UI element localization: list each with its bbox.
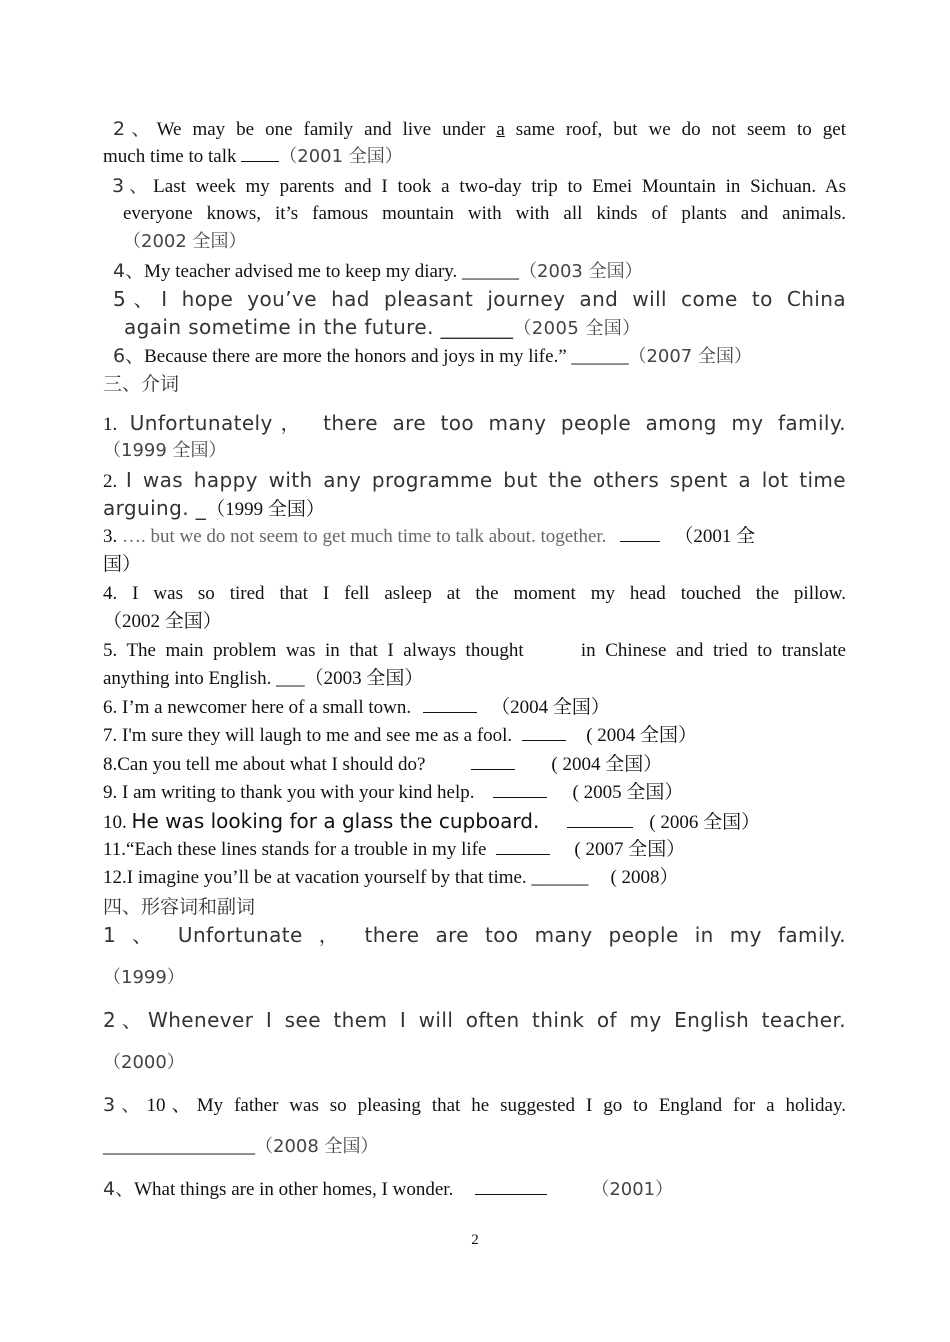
- adj-item-4: 4、What things are in other homes, I wonder. （2001）: [103, 1178, 674, 1200]
- question-5-line-2: again sometime in the future. _______（2005 全国）: [124, 315, 641, 339]
- question-2-line-1: 2、We may be one family and live under a same roof, but we do not seem to get: [113, 118, 846, 140]
- adj-item-1-year: （1999）: [103, 967, 185, 988]
- prep-item-6: 6. I’m a newcomer here of a small town. （2004 全国）: [103, 694, 846, 722]
- adj-item-3: 3、10、My father was so pleasing that he suggested I go to England for a holiday.: [103, 1094, 846, 1116]
- prep-item-11: 11.“Each these lines stands for a trouble in my life ( 2007 全国）: [103, 836, 846, 864]
- prep-item-1-year: （1999 全国）: [103, 440, 227, 461]
- adj-item-3-line-2: ________________（2008 全国）: [103, 1136, 379, 1157]
- adj-item-1: 1 、 Unfortunate ， there are too many people in my family.: [103, 923, 846, 947]
- adj-item-2: 2、Whenever I see them I will often think of my English teacher.: [103, 1008, 846, 1032]
- answer-blank[interactable]: [493, 779, 547, 798]
- question-5-line-1: 5、I hope you’ve had pleasant journey and will come to China: [113, 287, 846, 311]
- answer-blank[interactable]: [241, 143, 279, 162]
- prep-item-5: 5. The main problem was in that I always thought in Chinese and tried to translate: [103, 640, 846, 661]
- prep-item-3-year-end: 国）: [103, 554, 142, 575]
- prep-item-2-line-2: arguing. _（1999 全国）: [103, 496, 325, 520]
- prep-item-8: 8.Can you tell me about what I should do? ( 2004 全国）: [103, 751, 846, 779]
- section-heading-adjectives-adverbs: 四、形容词和副词: [103, 896, 256, 918]
- prep-item-4: 4. I was so tired that I fell asleep at the moment my head touched the pillow.: [103, 583, 846, 604]
- answer-blank[interactable]: [522, 722, 566, 741]
- answer-blank[interactable]: [496, 836, 550, 855]
- prep-item-3: 3. …. but we do not seem to get much time to talk about. together. （2001 全: [103, 523, 846, 551]
- question-3-year: （2002 全国）: [123, 231, 247, 252]
- question-2-line-2: much time to talk （2001 全国）: [103, 143, 846, 171]
- answer-blank[interactable]: [620, 523, 660, 542]
- prep-item-9: 9. I am writing to thank you with your kind help. ( 2005 全国）: [103, 779, 846, 807]
- question-3-line-2: everyone knows, it’s famous mountain with with all kinds of plants and animals.: [123, 203, 846, 224]
- prep-item-2: 2. I was happy with any programme but the others spent a lot time: [103, 468, 846, 492]
- prep-item-5-line-2: anything into English. ___（2003 全国）: [103, 668, 424, 689]
- underlined-article: a: [496, 119, 505, 140]
- answer-blank[interactable]: [567, 809, 633, 828]
- adj-item-2-year: （2000）: [103, 1052, 185, 1073]
- section-heading-prepositions: 三、介词: [103, 373, 180, 395]
- prep-item-7: 7. I'm sure they will laugh to me and see me as a fool. ( 2004 全国）: [103, 722, 846, 750]
- answer-blank[interactable]: [423, 694, 477, 713]
- page-number: 2: [471, 1232, 479, 1248]
- question-6: 6、Because there are more the honors and joys in my life.” ______（2007 全国）: [113, 345, 752, 367]
- question-4: 4、My teacher advised me to keep my diary. ______（2003 全国）: [113, 260, 643, 282]
- answer-blank[interactable]: [475, 1176, 547, 1195]
- prep-item-10: 10. He was looking for a glass the cupboard. ( 2006 全国）: [103, 809, 761, 833]
- answer-blank[interactable]: [471, 751, 515, 770]
- prep-item-4-year: （2002 全国）: [103, 611, 222, 632]
- prep-item-12: 12.I imagine you’ll be at vacation yourself by that time. ______ ( 2008）: [103, 867, 679, 888]
- question-3-line-1: 3、Last week my parents and I took a two-day trip to Emei Mountain in Sichuan. As: [112, 175, 846, 197]
- prep-item-1: 1. Unfortunately， there are too many people among my family.: [103, 411, 846, 435]
